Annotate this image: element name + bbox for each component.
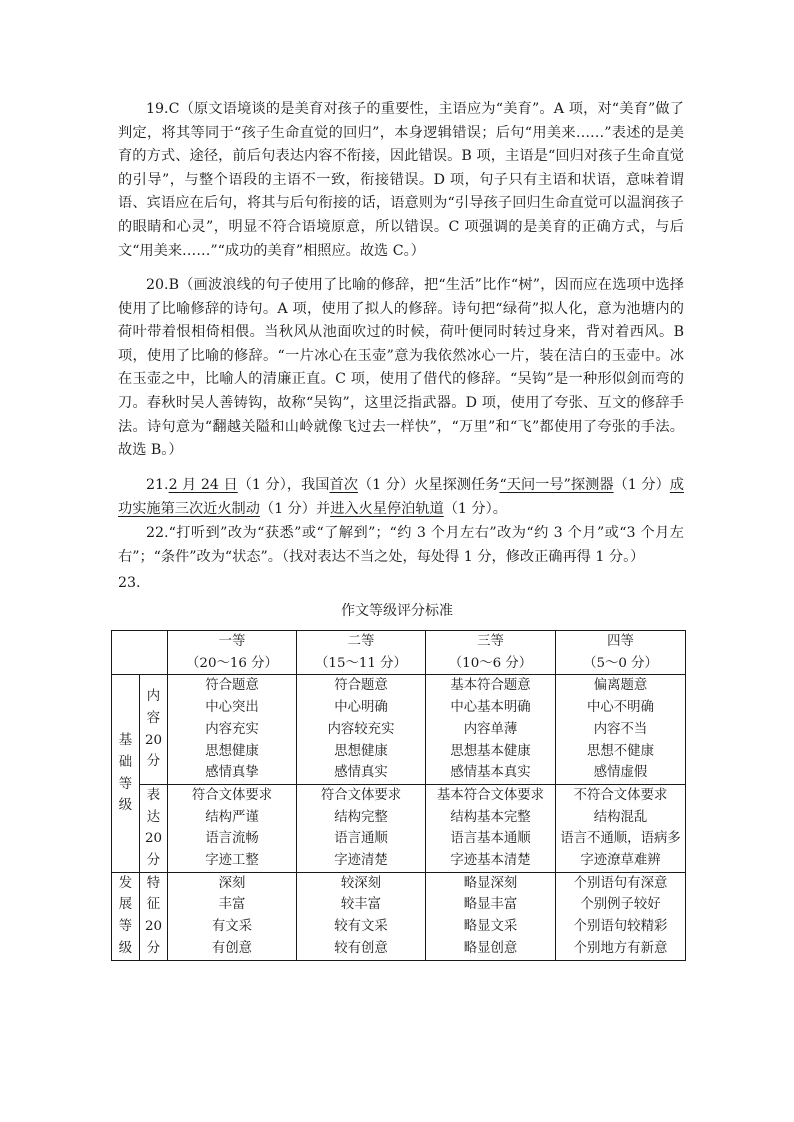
criteria-item: 内容较充实 [327, 721, 395, 737]
feature-label-char: 特 [146, 875, 161, 891]
criteria-item: 略显文采 [463, 919, 518, 935]
criteria-item: 深刻 [218, 875, 246, 891]
criteria-item: 结构完整 [334, 809, 388, 825]
criteria-item: 感情基本真实 [450, 765, 531, 781]
grade-header-3 [426, 631, 556, 675]
basic-grade-label-char: 等 [118, 776, 133, 792]
criteria-item: 丰富 [218, 897, 246, 913]
criteria-item: 结构混乱 [593, 809, 648, 825]
criteria-item: 思想基本健康 [450, 743, 531, 759]
criteria-item: 较有创意 [334, 940, 388, 956]
criteria-item: 结构严谨 [205, 809, 259, 825]
criteria-item: 思想健康 [205, 743, 259, 759]
feature_rows-col-1 [168, 872, 297, 960]
table-header-row [112, 631, 686, 675]
answer-20: 20.B（画波浪线的句子使用了比喻的修辞，把“生活”比作“树”，因而应在选项中选择使用了比喻修辞的诗句。A 项，使用了拟人的修辞。诗句把“绿荷”拟人化，意为池塘内的荷叶带着恨相倚相偎。当秋风从池面吹过的时候，荷叶便同时转过身来，背对着西风。B 项，使用了比喻的修辞。“一片冰心在玉壶”意为我依然冰心一片，装在洁白的玉壶中。冰在玉壶之中，比喻人的清廉正直。C 项，使用了借代的修辞。“吴钩”是一种形似剑而弯的刀。春秋时吴人善铸钩，故称“吴钩”，这里泛指武器。D 项，使用了夸张、互文的修辞手法。诗句意为“翻越关隘和山岭就像飞过去一样快”，“万里”和“飞”都使用了夸张的手法。故选 B。） [118, 277, 684, 459]
criteria-item: 中心基本明确 [450, 700, 531, 716]
feature-label-char: 征 [146, 897, 161, 913]
content-label-char: 内 [146, 689, 161, 705]
criteria-item: 略显丰富 [463, 897, 518, 913]
criteria-item: 基本符合题意 [450, 678, 531, 694]
development-grade-label-char: 发 [118, 875, 133, 891]
criteria-item: 基本符合文体要求 [436, 787, 545, 803]
criteria-item: 符合文体要求 [320, 787, 402, 803]
answer-21-number: 21. [146, 477, 169, 493]
expression-label-char: 表 [146, 787, 161, 803]
criteria-item: 较有文采 [334, 919, 388, 935]
feature-label-char: 20 [144, 919, 163, 935]
criteria-item: 中心不明确 [587, 700, 654, 716]
criteria-item: 偏离题意 [593, 678, 648, 694]
criteria-item: 感情虚假 [593, 765, 648, 781]
expression-label-char: 20 [144, 831, 163, 847]
development-grade-label-char: 等 [118, 919, 133, 935]
criteria-item: 不符合文体要求 [573, 787, 668, 803]
answer-21-point-2: 首次 [329, 477, 358, 493]
grade-header-2 [297, 631, 426, 675]
content_rows-col-2 [297, 675, 426, 785]
content-label [140, 675, 168, 785]
answer-21-text-5: （1 分）。 [443, 500, 507, 517]
criteria-item: 略显深刻 [463, 875, 518, 891]
criteria-item: 符合题意 [334, 678, 388, 694]
answer-19: 19.C（原文语境谈的是美育对孩子的重要性，主语应为“美育”。A 项，对“美育”做了判定，将其等同于“孩子生命直觉的回归”，本身逻辑错误；后句“用美来……”表述的是美育的方式、途径，前后句表达内容不衔接，因此错误。B 项，主语是“回归对孩子生命直觉的引导”，与整个语段的主语不一致，衔接错误。D 项，句子只有主语和状语，意味着谓语、宾语应在后句，将其与后句衔接的话，语意则为“引导孩子回归生命直觉可以温润孩子的眼睛和心灵”，明显不符合语境原意，所以错误。C 项强调的是美育的正确方式，与后文“用美来……”“成功的美育”相照应。故选 C。） [118, 101, 684, 259]
content_rows-col-4 [556, 675, 686, 785]
grade-name: 三等 [477, 634, 504, 649]
criteria-item: 有创意 [211, 940, 253, 956]
basic-grade-label-char: 础 [118, 754, 133, 770]
feature_rows-col-2 [297, 872, 426, 960]
criteria-item: 符合文体要求 [191, 787, 273, 803]
criteria-item: 结构基本完整 [450, 809, 531, 825]
answer-21 [118, 474, 684, 521]
table-caption: 作文等级评分标准 [341, 603, 453, 619]
grade-name: 一等 [218, 634, 246, 649]
criteria-item: 语言流畅 [205, 831, 259, 847]
expression_rows-row [112, 784, 686, 872]
criteria-item: 中心明确 [334, 700, 388, 716]
criteria-item: 字迹基本清楚 [450, 853, 531, 869]
grade-range: （15～11 分） [315, 655, 407, 671]
criteria-item: 语言不通顺，语病多 [560, 831, 681, 847]
expression-label-char: 达 [146, 809, 161, 825]
grade-name: 四等 [607, 634, 634, 649]
criteria-item: 内容不当 [593, 721, 648, 737]
basic-grade-label-char: 级 [118, 798, 133, 814]
answer-22: 22.“打听到”改为“获悉”或“了解到”；“约 3 个月左右”改为“约 3 个月”或“3 个月左右”；“条件”改为“状态”。（找对表达不当之处，每处得 1 分，修改正确再得 1 分。） [118, 525, 684, 565]
criteria-item: 语言基本通顺 [450, 831, 531, 847]
criteria-item: 内容单薄 [463, 721, 518, 737]
criteria-item: 内容充实 [205, 721, 259, 737]
essay-grading-table [111, 630, 686, 961]
criteria-item: 个别语句较精彩 [573, 919, 668, 935]
criteria-item: 略显创意 [463, 940, 518, 956]
development-grade-label-char: 展 [118, 897, 133, 913]
criteria-item: 感情真挚 [205, 765, 259, 781]
answer-21-text-4: （1 分）并 [259, 500, 331, 517]
grade-range: （5～0 分） [583, 655, 658, 671]
content-label-char: 分 [146, 754, 161, 770]
table-corner-cell [112, 631, 168, 675]
expression_rows-col-4 [556, 784, 686, 872]
criteria-item: 思想健康 [334, 743, 388, 759]
criteria-item: 字迹潦草难辨 [580, 853, 661, 869]
criteria-item: 符合题意 [205, 678, 259, 694]
content_rows-row [112, 675, 686, 785]
answer-21-point-5: 进入火星停泊轨道 [330, 500, 444, 517]
answer-21-text-2: （1 分）火星探测任务 [357, 477, 500, 493]
criteria-item: 个别语句有深意 [573, 875, 668, 891]
criteria-item: 个别地方有新意 [573, 940, 668, 956]
answer-21-text-3: （1 分） [613, 477, 670, 493]
criteria-item: 思想不健康 [587, 743, 654, 759]
feature_rows-col-3 [426, 872, 556, 960]
criteria-item: 中心突出 [205, 700, 259, 716]
development-grade-label-char: 级 [118, 940, 133, 956]
criteria-item: 语言通顺 [334, 831, 388, 847]
criteria-item: 较丰富 [340, 897, 382, 913]
answer-23-label: 23. [118, 575, 141, 591]
content_rows-col-1 [168, 675, 297, 785]
criteria-item: 感情真实 [334, 765, 388, 781]
answer-21-point-3: “天问一号”探测器 [499, 477, 614, 493]
content-label-char: 容 [146, 710, 161, 726]
basic-grade-label [112, 675, 140, 872]
grade-range: （20～16 分） [186, 655, 278, 671]
answer-21-text-1: （1 分），我国 [237, 477, 330, 493]
criteria-item: 个别例子较好 [580, 897, 661, 913]
feature-label [140, 872, 168, 960]
basic-grade-label-char: 基 [118, 733, 133, 749]
grade-range: （10～6 分） [448, 655, 533, 671]
expression-label-char: 分 [146, 853, 161, 869]
expression_rows-col-2 [297, 784, 426, 872]
grade-name: 二等 [347, 634, 375, 649]
feature_rows-row [112, 872, 686, 960]
feature-label-char: 分 [146, 940, 161, 956]
answer-21-point-1: 2 月 24 日 [168, 477, 238, 493]
expression_rows-col-1 [168, 784, 297, 872]
development-grade-label [112, 872, 140, 960]
criteria-item: 较深刻 [340, 875, 382, 891]
grade-header-1 [168, 631, 297, 675]
criteria-item: 字迹清楚 [334, 853, 388, 869]
grade-header-4 [556, 631, 686, 675]
expression_rows-col-3 [426, 784, 556, 872]
feature_rows-col-4 [556, 872, 686, 960]
content_rows-col-3 [426, 675, 556, 785]
criteria-item: 字迹工整 [205, 853, 259, 869]
answer-21-point-4: 成功实施第三次近火制动 [118, 477, 684, 517]
criteria-item: 有文采 [211, 919, 253, 935]
expression-label [140, 784, 168, 872]
content-label-char: 20 [144, 732, 163, 748]
